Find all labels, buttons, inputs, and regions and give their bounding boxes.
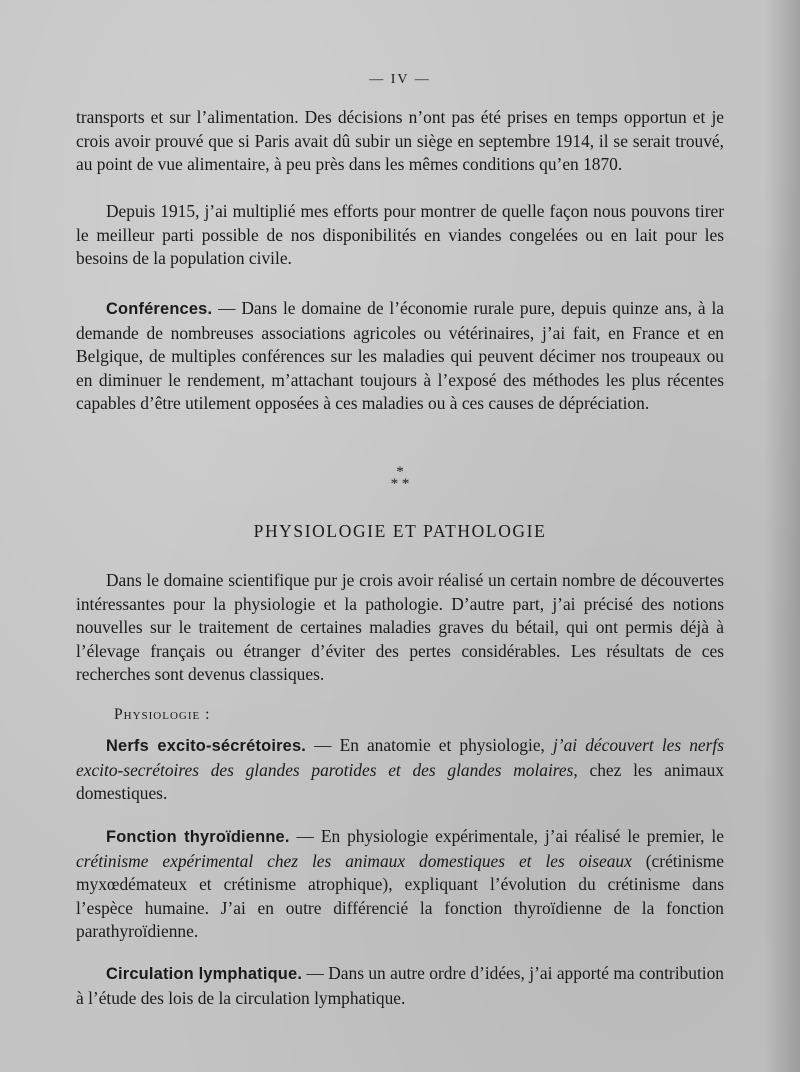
conferences-heading: Conférences. (106, 300, 213, 318)
asterism-top: * (396, 464, 404, 480)
conferences-body: — Dans le domaine de l’économie rurale pure, depuis quinze ans, à la demande de nombreuses associations agricoles ou vétérinaires, j’ai fait, en France et en Belgique, de multiples conférences sur les maladies qui peuvent décimer nos troupeaux ou en diminuer le rendement, m’attachant toujours à l’exposé des méthodes les plus récentes capables d’être utilement opposées à ces maladies ou à ces causes de dépréciation. (76, 298, 724, 414)
paragraph-nerfs (76, 734, 724, 806)
thyroide-body-start: — En physiologie expérimentale, j’ai réalisé le premier, le (289, 826, 724, 846)
circulation-body: — Dans un autre ordre d’idées, j’ai apporté ma contribution à l’étude des lois de la circulation lymphatique. (76, 963, 724, 1008)
paragraph-transports: transports et sur l’alimentation. Des décisions n’ont pas été prises en temps opportun et je crois avoir prouvé que si Paris avait dû subir un siège en septembre 1914, il se serait trouvé, au point de vue alimentaire, à peu près dans les mêmes conditions qu’en 1870. (76, 107, 724, 175)
asterism-ornament (0, 466, 800, 490)
nerfs-body-end: , chez les animaux domestiques. (76, 759, 724, 804)
paragraph-conferences (76, 297, 724, 416)
section-title: PHYSIOLOGIE ET PATHOLOGIE (253, 521, 547, 541)
nerfs-italic: j’ai découvert les nerfs excito-secrétoires des glandes parotides et des glandes molaires (76, 735, 724, 780)
nerfs-heading: Nerfs excito-sécrétoires. (106, 737, 307, 755)
circulation-heading: Circulation lymphatique. (106, 965, 303, 983)
thyroide-italic: crétinisme expérimental chez les animaux domestiques et les oiseaux (76, 850, 632, 871)
thyroide-body-end: (crétinisme myxœdémateux et crétinisme atrophique), expliquant l’évolution du crétinisme dans l’espèce humaine. J’ai en outre différencié la fonction thyroïdienne de la fonction parathyroïdienne. (76, 850, 724, 942)
nerfs-body-start: — En anatomie et physiologie, (306, 735, 553, 755)
paragraph-thyroide (76, 825, 724, 944)
asterism-bottom: * * (390, 476, 410, 492)
paragraph-circulation (76, 962, 724, 1010)
thyroide-heading: Fonction thyroïdienne. (106, 828, 290, 846)
paragraph-intro: Dans le domaine scientifique pur je crois avoir réalisé un certain nombre de découvertes intéressantes pour la physiologie et la pathologie. D’autre part, j’ai précisé des notions nouvelles sur le traitement de certaines maladies graves du bétail, qui ont permis déjà à l’élevage français ou étranger d’éviter des pertes considérables. Les résultats de ces recherches sont devenus classiques. (76, 570, 724, 685)
subheading-physiologie: Physiologie : (114, 706, 211, 723)
page-number: — IV — (369, 72, 431, 87)
paragraph-depuis: Depuis 1915, j’ai multiplié mes efforts pour montrer de quelle façon nous pouvons tirer le meilleur parti possible de nos disponibilités en viandes congelées ou en lait pour les besoins de la population civile. (76, 201, 724, 269)
